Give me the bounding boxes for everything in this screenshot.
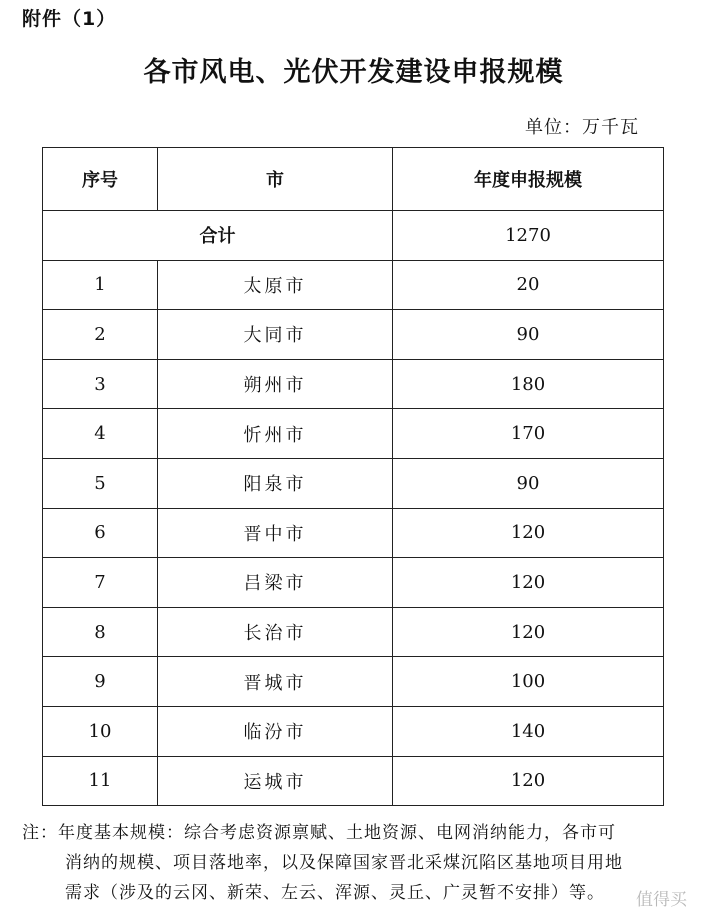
footnote-line-1: 注：年度基本规模：综合考虑资源禀赋、土地资源、电网消纳能力，各市可 — [22, 823, 616, 843]
row-seq: 3 — [43, 359, 158, 409]
row-scale: 140 — [393, 706, 664, 756]
footnote-line-3: 需求（涉及的云冈、新荣、左云、浑源、灵丘、广灵暂不安排）等。 — [65, 883, 605, 903]
table-row — [43, 359, 664, 409]
row-city: 运城市 — [158, 756, 393, 806]
row-city: 大同市 — [158, 310, 393, 360]
row-scale: 90 — [393, 310, 664, 360]
row-scale: 120 — [393, 756, 664, 806]
row-seq: 5 — [43, 458, 158, 508]
row-city: 临汾市 — [158, 706, 393, 756]
scale-table — [42, 147, 664, 806]
row-seq: 7 — [43, 558, 158, 608]
table-row — [43, 409, 664, 459]
total-row — [43, 211, 664, 261]
row-city: 长治市 — [158, 607, 393, 657]
document-title: 各市风电、光伏开发建设申报规模 — [143, 57, 564, 88]
row-scale: 120 — [393, 607, 664, 657]
column-header-scale: 年度申报规模 — [393, 148, 664, 211]
watermark: 值得买 — [636, 890, 687, 910]
row-seq: 1 — [43, 260, 158, 310]
table-row — [43, 756, 664, 806]
row-seq: 6 — [43, 508, 158, 558]
row-scale: 20 — [393, 260, 664, 310]
attachment-label: 附件（1） — [22, 8, 117, 30]
row-seq: 2 — [43, 310, 158, 360]
table-row — [43, 260, 664, 310]
unit-label: 单位：万千瓦 — [525, 117, 639, 138]
row-scale: 120 — [393, 508, 664, 558]
row-seq: 11 — [43, 756, 158, 806]
footnote-line-2: 消纳的规模、项目落地率，以及保障国家晋北采煤沉陷区基地项目用地 — [65, 853, 623, 873]
table-row — [43, 310, 664, 360]
row-city: 吕梁市 — [158, 558, 393, 608]
column-header-seq: 序号 — [43, 148, 158, 211]
row-scale: 100 — [393, 657, 664, 707]
table-row — [43, 607, 664, 657]
row-city: 阳泉市 — [158, 458, 393, 508]
table-row — [43, 508, 664, 558]
row-scale: 120 — [393, 558, 664, 608]
row-seq: 4 — [43, 409, 158, 459]
row-city: 晋城市 — [158, 657, 393, 707]
row-city: 忻州市 — [158, 409, 393, 459]
table-row — [43, 657, 664, 707]
footnote — [22, 818, 687, 908]
row-seq: 10 — [43, 706, 158, 756]
row-scale: 180 — [393, 359, 664, 409]
table-row — [43, 558, 664, 608]
row-city: 晋中市 — [158, 508, 393, 558]
row-scale: 170 — [393, 409, 664, 459]
total-label: 合计 — [43, 211, 393, 261]
table-header-row — [43, 148, 664, 211]
row-city: 朔州市 — [158, 359, 393, 409]
row-seq: 8 — [43, 607, 158, 657]
row-seq: 9 — [43, 657, 158, 707]
table-row — [43, 458, 664, 508]
total-value: 1270 — [393, 211, 664, 261]
row-scale: 90 — [393, 458, 664, 508]
row-city: 太原市 — [158, 260, 393, 310]
column-header-city: 市 — [158, 148, 393, 211]
table-row — [43, 706, 664, 756]
